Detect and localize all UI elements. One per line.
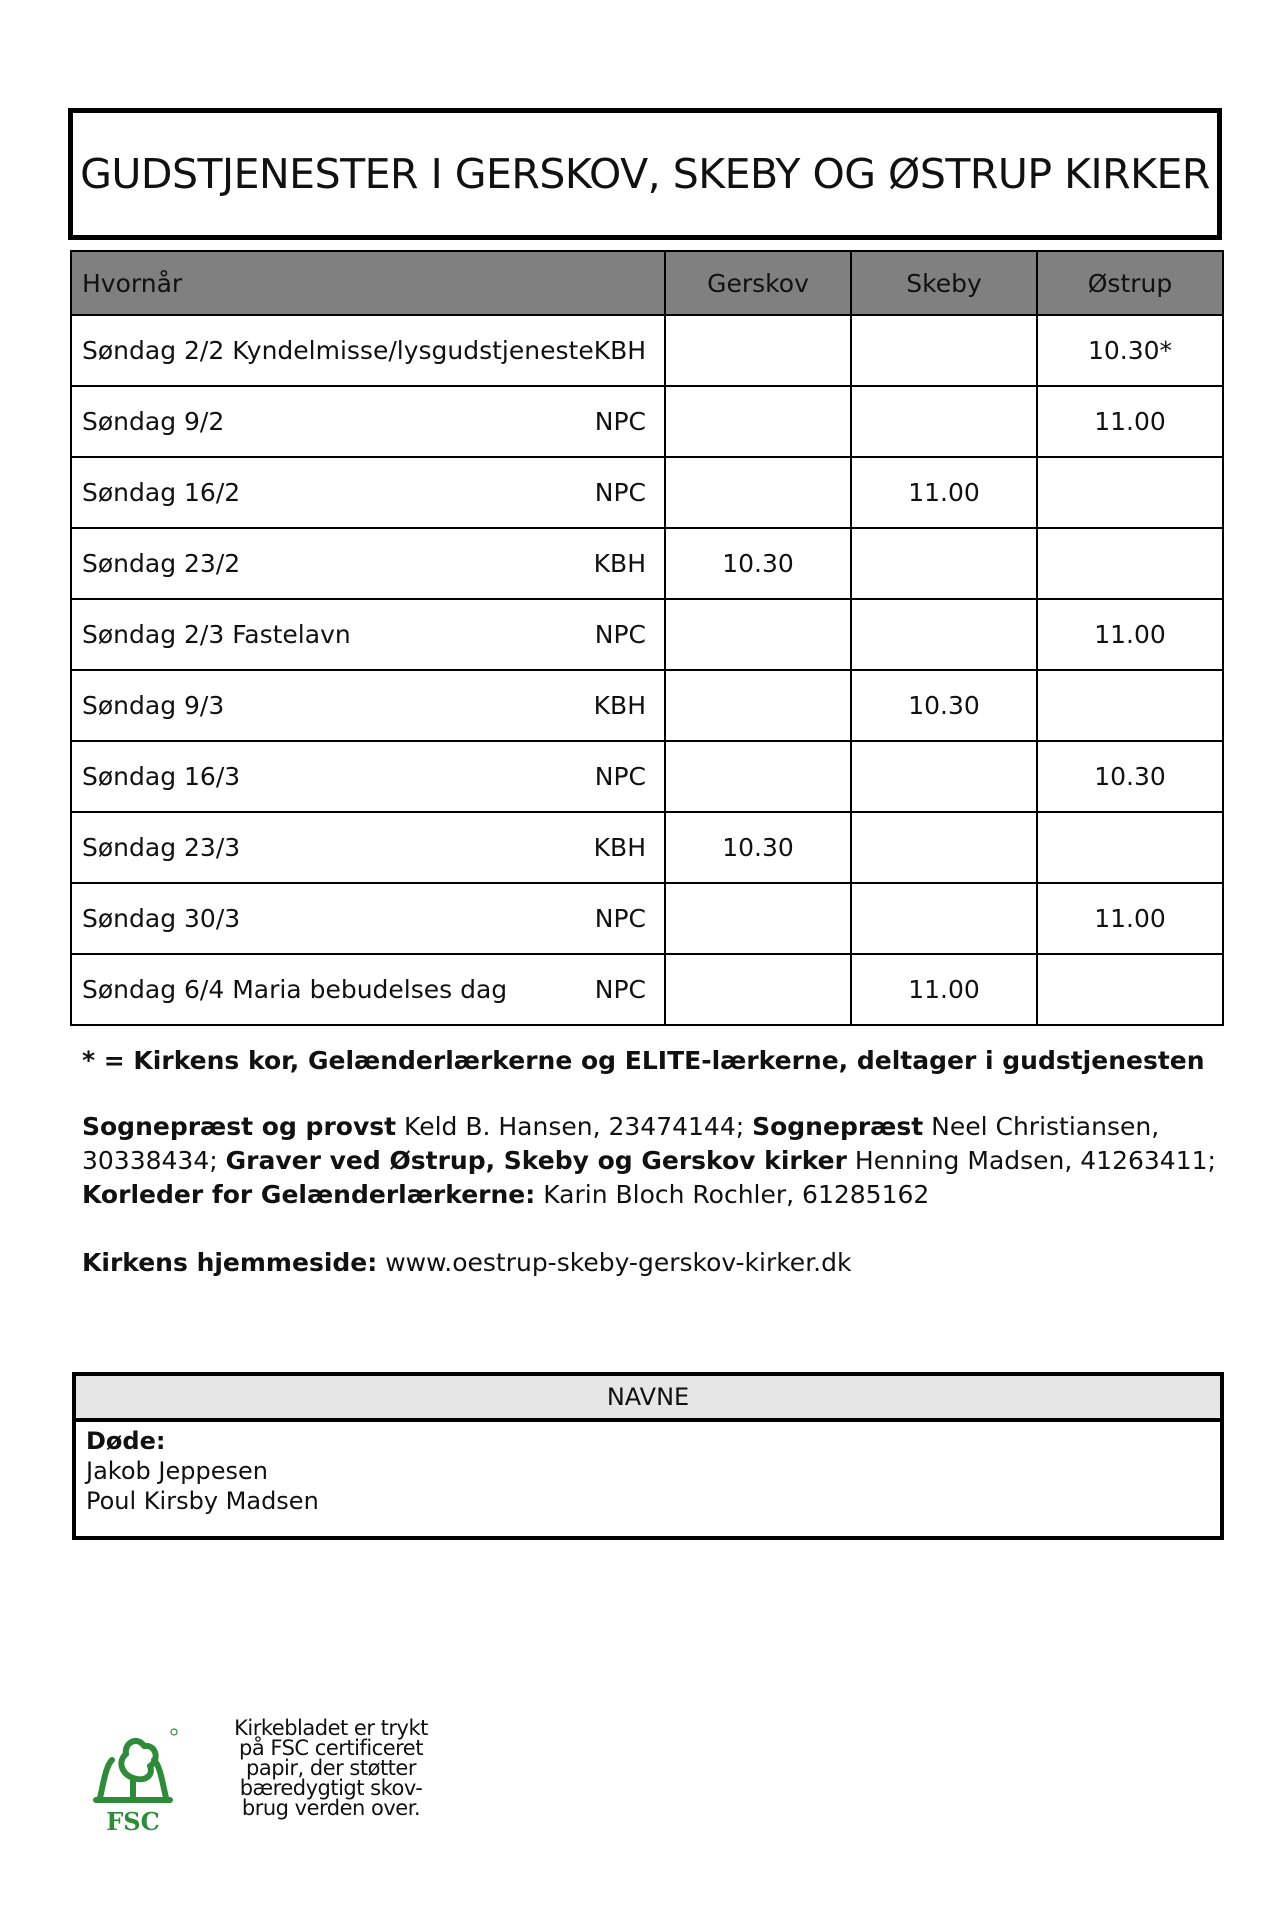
when-cell [71,670,665,741]
service-schedule-table [70,250,1224,1026]
when-cell [71,954,665,1025]
column-header-when: Hvornår [71,251,665,315]
ostrup-time [1037,528,1223,599]
names-body [76,1422,1220,1520]
fsc-line: papir, der støtter [246,1756,416,1780]
service-date: Søndag 16/3 [82,762,241,791]
table-row [71,812,1223,883]
priest-initials: NPC [594,975,646,1004]
priest-initials: NPC [594,407,646,436]
gerskov-time [665,315,851,386]
when-cell [71,599,665,670]
website-label: Kirkens hjemmeside: [82,1248,378,1277]
skeby-time [851,812,1037,883]
gerskov-time [665,883,851,954]
contact-role: Sognepræst og provst [82,1112,397,1141]
fsc-line: på FSC certificeret [239,1736,423,1760]
skeby-time: 10.30 [851,670,1037,741]
skeby-time [851,741,1037,812]
table-row [71,315,1223,386]
column-header-ostrup: Østrup [1037,251,1223,315]
when-cell [71,812,665,883]
table-row [71,599,1223,670]
table-row [71,954,1223,1025]
gerskov-time [665,741,851,812]
when-cell [71,741,665,812]
contact-role: Graver ved Østrup, Skeby og Gerskov kirker [225,1146,847,1175]
when-cell [71,315,665,386]
gerskov-time [665,954,851,1025]
priest-initials: KBH [593,336,647,365]
service-date: Søndag 30/3 [82,904,241,933]
list-item: Jakob Jeppesen [86,1457,268,1485]
gerskov-time [665,457,851,528]
fsc-line: bæredygtigt skov- [239,1776,423,1800]
table-row [71,457,1223,528]
skeby-time [851,883,1037,954]
fsc-logo [82,1720,184,1838]
when-cell [71,528,665,599]
website-url: www.oestrup-skeby-gerskov-kirker.dk [377,1248,852,1277]
contact-info [82,1110,1222,1212]
ostrup-time: 10.30 [1037,741,1223,812]
ostrup-time: 11.00 [1037,599,1223,670]
fsc-statement [222,1718,440,1818]
column-header-gerskov: Gerskov [665,251,851,315]
when-cell [71,457,665,528]
ostrup-time [1037,954,1223,1025]
priest-initials: NPC [594,762,646,791]
gerskov-time: 10.30 [665,812,851,883]
gerskov-time [665,386,851,457]
table-row [71,883,1223,954]
priest-initials: NPC [594,904,646,933]
column-header-skeby: Skeby [851,251,1037,315]
priest-initials: NPC [594,478,646,507]
skeby-time [851,386,1037,457]
priest-initials: KBH [593,833,646,862]
ostrup-time [1037,670,1223,741]
service-date: Søndag 2/2 Kyndelmisse/lysgudstjeneste [82,336,594,365]
gerskov-time [665,670,851,741]
title-box [68,108,1222,240]
skeby-time: 11.00 [851,457,1037,528]
service-date: Søndag 6/4 Maria bebudelses dag [82,975,508,1004]
fsc-logo-text: FSC [106,1807,160,1836]
ostrup-time [1037,812,1223,883]
ostrup-time: 10.30* [1037,315,1223,386]
gerskov-time [665,599,851,670]
skeby-time [851,599,1037,670]
gerskov-time: 10.30 [665,528,851,599]
names-header: NAVNE [76,1376,1220,1422]
skeby-time [851,528,1037,599]
when-cell [71,386,665,457]
names-box [72,1372,1224,1540]
fsc-tree-icon [96,1741,170,1800]
priest-initials: NPC [594,620,646,649]
table-row [71,528,1223,599]
ostrup-time [1037,457,1223,528]
ostrup-time: 11.00 [1037,386,1223,457]
service-date: Søndag 23/2 [82,549,241,578]
table-header-row [71,251,1223,315]
priest-initials: KBH [593,691,646,720]
skeby-time [851,315,1037,386]
contact-value: Neel Christiansen, 30338434; [82,1112,1160,1175]
table-row [71,741,1223,812]
fsc-line: brug verden over. [241,1796,421,1820]
skeby-time: 11.00 [851,954,1037,1025]
contact-role: Korleder for Gelænderlærkerne: [82,1180,536,1209]
ostrup-time: 11.00 [1037,883,1223,954]
fsc-line: Kirkebladet er trykt [234,1716,428,1740]
service-date: Søndag 9/2 [82,407,225,436]
choir-footnote: * = Kirkens kor, Gelænderlærkerne og ELITE-lærkerne, deltager i gudstjenesten [82,1046,1205,1075]
service-date: Søndag 16/2 [82,478,241,507]
service-date: Søndag 23/3 [82,833,241,862]
priest-initials: KBH [593,549,646,578]
deceased-label: Døde: [86,1427,166,1455]
page-title: GUDSTJENESTER I GERSKOV, SKEBY OG ØSTRUP KIRKER [80,150,1210,198]
contact-role: Sognepræst [752,1112,924,1141]
table-row [71,670,1223,741]
website-line [82,1248,1222,1277]
table-row [71,386,1223,457]
contact-value: Henning Madsen, 41263411; [846,1146,1216,1175]
when-cell [71,883,665,954]
contact-value: Karin Bloch Rochler, 61285162 [535,1180,930,1209]
list-item: Poul Kirsby Madsen [86,1487,319,1515]
service-date: Søndag 9/3 [82,691,225,720]
service-date: Søndag 2/3 Fastelavn [82,620,351,649]
contact-value: Keld B. Hansen, 23474144; [396,1112,753,1141]
